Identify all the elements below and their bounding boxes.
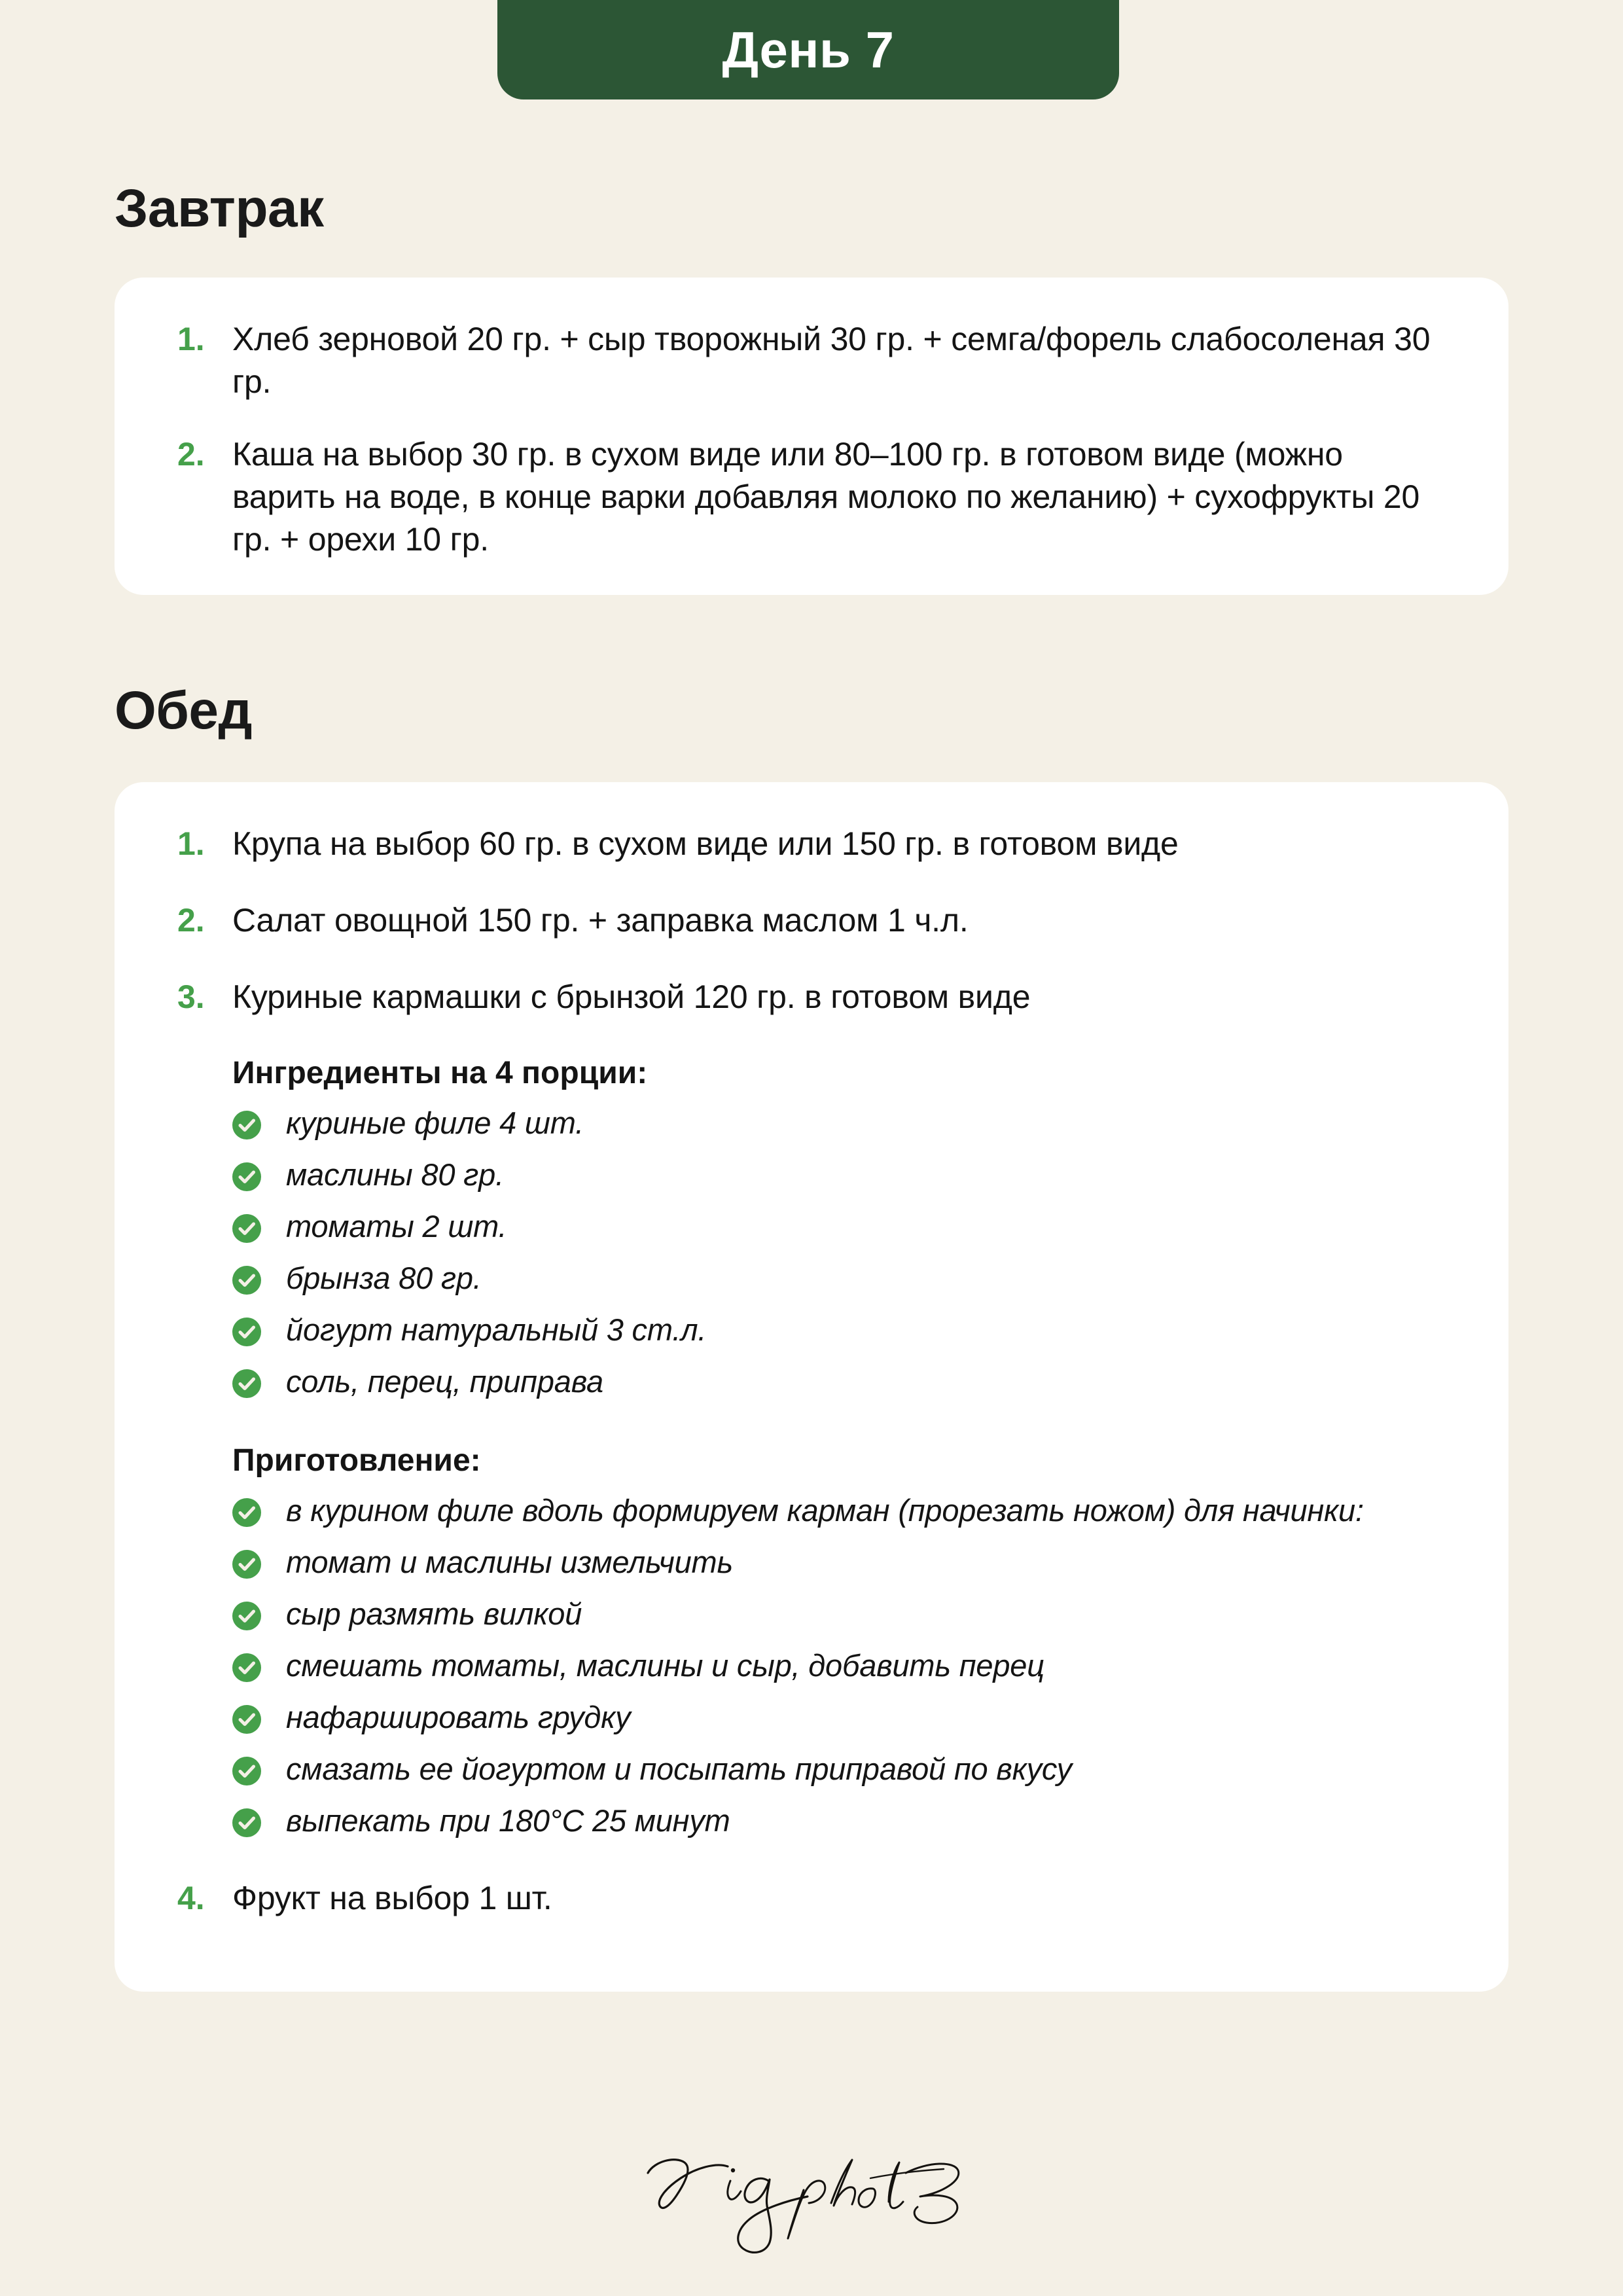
list-item-number: 4. (177, 1880, 205, 1917)
check-circle-icon (232, 1653, 261, 1682)
list-item (232, 1103, 1446, 1143)
ingredient-text: куриные филе 4 шт. (286, 1105, 584, 1140)
lunch-heading: Обед (115, 681, 253, 740)
lunch-list (177, 823, 1446, 1920)
ingredient-text: брынза 80 гр. (286, 1261, 482, 1296)
ingredients-block (232, 1055, 1446, 1402)
list-item (177, 318, 1446, 403)
ingredients-list (232, 1103, 1446, 1402)
list-item-text: Каша на выбор 30 гр. в сухом виде или 80–100 гр. в готовом виде (можно варить на воде, в конце варки добавляя молоко по желанию) + сухофрукты 20 гр. + орехи 10 гр. (232, 436, 1420, 558)
signature-watermark (0, 2132, 1623, 2257)
preparation-text: томат и маслины измельчить (286, 1544, 733, 1579)
preparation-block (232, 1443, 1446, 1841)
preparation-text: сыр размять вилкой (286, 1596, 582, 1631)
breakfast-heading: Завтрак (115, 179, 324, 238)
list-item (232, 1697, 1446, 1737)
check-circle-icon (232, 1705, 261, 1734)
list-item-text: Фрукт на выбор 1 шт. (232, 1880, 552, 1917)
list-item (232, 1310, 1446, 1350)
check-circle-icon (232, 1369, 261, 1398)
preparation-list (232, 1490, 1446, 1841)
check-circle-icon (232, 1318, 261, 1346)
list-item-number: 1. (177, 825, 205, 862)
check-circle-icon (232, 1757, 261, 1785)
list-item (232, 1801, 1446, 1840)
list-item (232, 1258, 1446, 1298)
list-item (232, 1645, 1446, 1685)
list-item (232, 1361, 1446, 1401)
check-circle-icon (232, 1111, 261, 1139)
check-circle-icon (232, 1808, 261, 1837)
ingredient-text: йогурт натуральный 3 ст.л. (286, 1312, 707, 1348)
check-circle-icon (232, 1214, 261, 1243)
list-item-number: 1. (177, 321, 205, 357)
list-item-number: 2. (177, 902, 205, 939)
preparation-title: Приготовление: (232, 1443, 481, 1478)
list-item-text: Крупа на выбор 60 гр. в сухом виде или 150 гр. в готовом виде (232, 825, 1179, 862)
list-item-text: Салат овощной 150 гр. + заправка маслом 1 ч.л. (232, 902, 969, 939)
check-circle-icon (232, 1498, 261, 1527)
list-item-number: 2. (177, 436, 205, 473)
list-item-text: Куриные кармашки с брынзой 120 гр. в готовом виде (232, 978, 1031, 1015)
breakfast-card (115, 278, 1508, 595)
check-circle-icon (232, 1550, 261, 1579)
ingredient-text: томаты 2 шт. (286, 1209, 507, 1244)
list-item-number: 3. (177, 978, 205, 1015)
list-item (177, 1877, 1446, 1920)
day-badge (497, 0, 1119, 99)
day-badge-label: День 7 (722, 20, 895, 79)
list-item (177, 823, 1446, 865)
list-item (232, 1206, 1446, 1246)
preparation-text: в курином филе вдоль формируем карман (прорезать ножом) для начинки: (286, 1492, 1364, 1528)
preparation-text: смешать томаты, маслины и сыр, добавить перец (286, 1647, 1044, 1683)
ingredient-text: маслины 80 гр. (286, 1157, 504, 1193)
list-item (232, 1594, 1446, 1634)
list-item (177, 899, 1446, 942)
lunch-card (115, 782, 1508, 1992)
list-item (177, 433, 1446, 561)
list-item (232, 1490, 1446, 1530)
preparation-text: нафаршировать грудку (286, 1699, 631, 1734)
list-item (177, 976, 1446, 1018)
list-item-text: Хлеб зерновой 20 гр. + сыр творожный 30 гр. + семга/форель слабосоленая 30 гр. (232, 321, 1431, 400)
list-item (232, 1749, 1446, 1789)
day-badge-container (0, 0, 1623, 99)
check-circle-icon (232, 1602, 261, 1630)
ingredients-title: Ингредиенты на 4 порции: (232, 1056, 648, 1090)
check-circle-icon (232, 1162, 261, 1191)
list-item (232, 1155, 1446, 1194)
signature-icon (628, 2132, 995, 2257)
check-circle-icon (232, 1266, 261, 1295)
ingredient-text: соль, перец, приправа (286, 1364, 603, 1399)
preparation-text: выпекать при 180°С 25 минут (286, 1803, 730, 1839)
preparation-text: смазать ее йогуртом и посыпать приправой по вкусу (286, 1751, 1072, 1787)
list-item (232, 1542, 1446, 1582)
